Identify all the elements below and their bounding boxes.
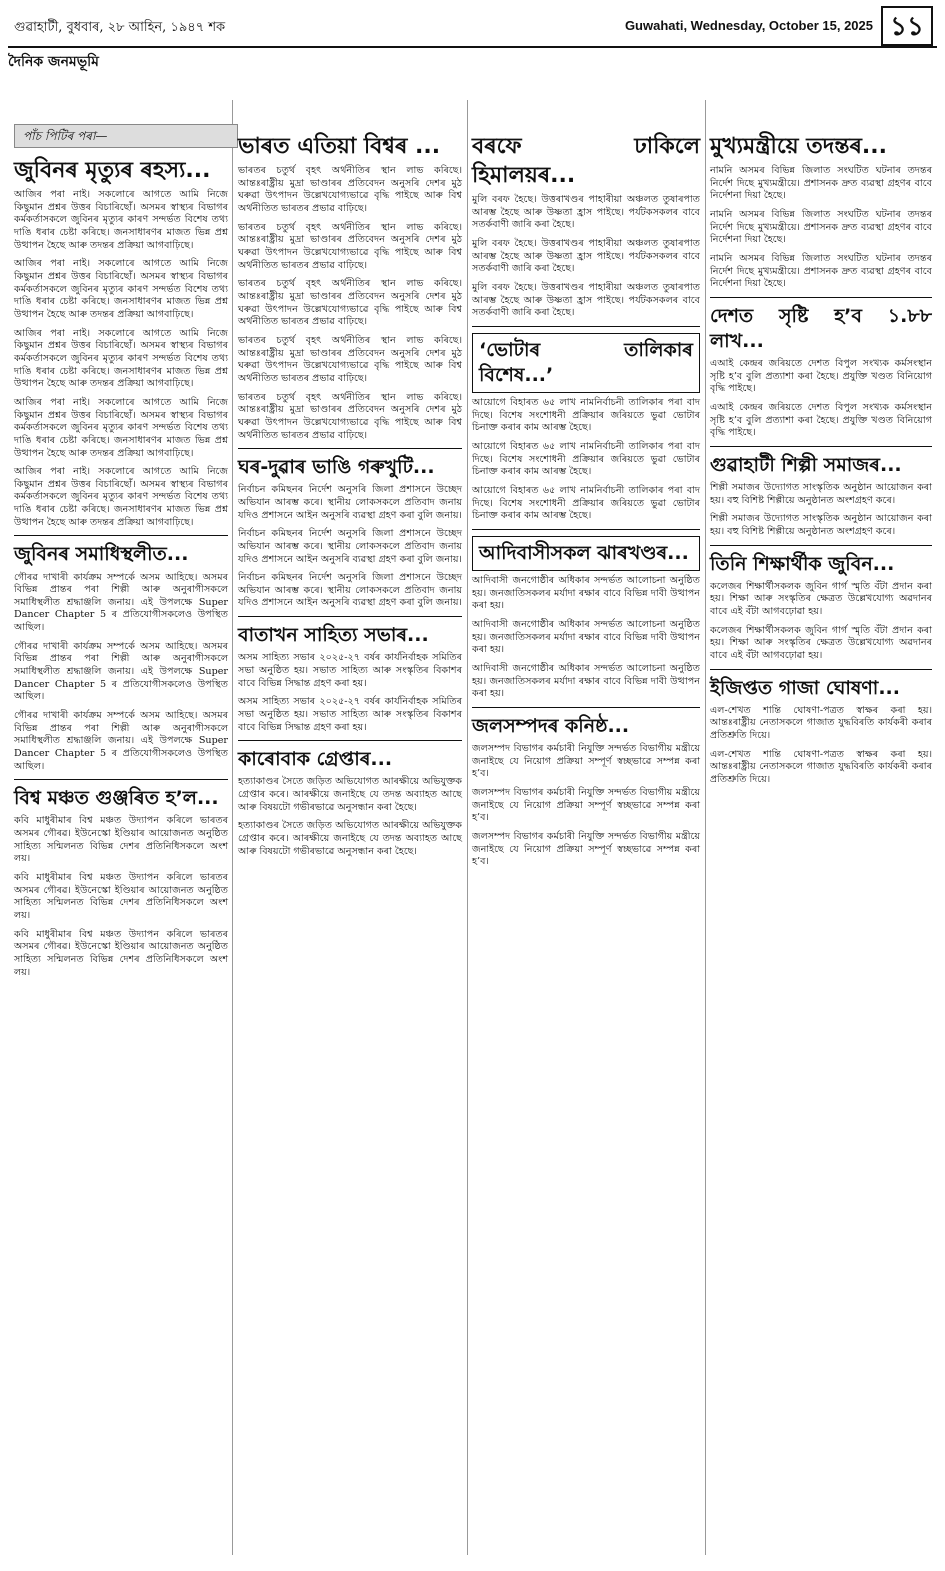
dateline-english: Guwahati, Wednesday, October 15, 2025 — [624, 18, 873, 33]
article-body: আজিৰ পৰা নাই। সকলোৰে আগতে আমি নিজে কিছুমান প্ৰশ্নৰ উত্তৰ বিচাৰিছোঁ। অসমৰ স্বাস্থ্যৰ বিভাগৰ কৰ্মকৰ্তাসকলে জুবিনৰ মৃত্যুৰ কাৰণ সন্দৰ্ভত বিশেষ তথ্য দাঙি ধৰাৰ চেষ্টা কৰিছে। জনসাধাৰণৰ মাজত ভিন্ন প্ৰশ্ন উত্থাপন হৈছে আৰু তদন্তৰ প্ৰক্ৰিয়া আগবাঢ়িছে। — [14, 466, 228, 528]
article-body: ভাৰতৰ চতুৰ্থ বৃহৎ অৰ্থনীতিৰ স্থান লাভ কৰিছে। আন্তঃৰাষ্ট্ৰীয় মুদ্ৰা ভাণ্ডাৰৰ প্ৰতিবেদন অনুসৰি দেশৰ মুঠ ঘৰুৱা উৎপাদন উল্লেখযোগ্যভাৱে বৃদ্ধি পাইছে আৰু বিশ্ব অৰ্থনীতিত ভাৰতৰ প্ৰভাৱ বাঢ়িছে। — [238, 391, 462, 441]
section-label: পাঁচ পিটিৰ পৰা— — [14, 124, 238, 148]
article-body: কবি মাধুৰীমাৰ বিশ্ব মঞ্চত উদ্যাপন কৰিলে ভাৰতৰ অসমৰ গৌৰৱ। ইউনেস্কো ইণ্ডিয়াৰ আয়োজনত অনুষ্ঠিত সাহিত্য সন্মিলনত বিভিন্ন দেশৰ প্ৰতিনিধিসকলে অংশ লয়। — [14, 872, 228, 922]
divider — [710, 669, 932, 670]
article-body: ভাৰতৰ চতুৰ্থ বৃহৎ অৰ্থনীতিৰ স্থান লাভ কৰিছে। আন্তঃৰাষ্ট্ৰীয় মুদ্ৰা ভাণ্ডাৰৰ প্ৰতিবেদন অনুসৰি দেশৰ মুঠ ঘৰুৱা উৎপাদন উল্লেখযোগ্যভাৱে বৃদ্ধি পাইছে আৰু বিশ্ব অৰ্থনীতিত ভাৰতৰ প্ৰভাৱ বাঢ়িছে। — [238, 221, 462, 271]
article-body: কলেজৰ শিক্ষাৰ্থীসকলক জুবিন গাৰ্গ স্মৃতি বঁটা প্ৰদান কৰা হয়। শিক্ষা আৰু সংস্কৃতিৰ ক্ষেত্ৰত উল্লেখযোগ্য অৱদানৰ বাবে এই বঁটা আগবঢ়োৱা হয়। — [710, 580, 932, 618]
article-body: এআই কেন্দ্ৰৰ জৰিয়তে দেশত বিপুল সংখ্যক কৰ্মসংস্থান সৃষ্টি হ’ব বুলি প্ৰত্যাশা কৰা হৈছে। প্ৰযুক্তি খণ্ডত বিনিয়োগ বৃদ্ধি পাইছে। — [710, 358, 932, 395]
column-2 — [238, 126, 462, 864]
headline: ইজিপ্তত গাজা ঘোষণা... — [710, 676, 900, 699]
article-body: আজিৰ পৰা নাই। সকলোৰে আগতে আমি নিজে কিছুমান প্ৰশ্নৰ উত্তৰ বিচাৰিছোঁ। অসমৰ স্বাস্থ্যৰ বিভাগৰ কৰ্মকৰ্তাসকলে জুবিনৰ মৃত্যুৰ কাৰণ সন্দৰ্ভত বিশেষ তথ্য দাঙি ধৰাৰ চেষ্টা কৰিছে। জনসাধাৰণৰ মাজত ভিন্ন প্ৰশ্ন উত্থাপন হৈছে আৰু তদন্তৰ প্ৰক্ৰিয়া আগবাঢ়িছে। — [14, 189, 228, 251]
column-divider — [705, 100, 706, 1555]
article-body: আয়োগে বিহাৰত ৬৫ লাখ নামনিৰ্বাচনী তালিকাৰ পৰা বাদ দিছে। বিশেষ সংশোধনী প্ৰক্ৰিয়াৰ জৰিয়তে ভুৱা ভোটাৰ চিনাক্ত কৰাৰ কাম আৰম্ভ হৈছে। — [472, 485, 700, 522]
article-body: এল-শেখত শান্তি ঘোষণা-পত্ৰত স্বাক্ষৰ কৰা হয়। আন্তঃৰাষ্ট্ৰীয় নেতাসকলে গাজাত যুদ্ধবিৰতি কাৰ্যকৰী কৰাৰ প্ৰতিশ্ৰুতি দিয়ে। — [710, 748, 932, 786]
headline: মুখ্যমন্ত্ৰীয়ে তদন্তৰ... — [710, 134, 887, 159]
article-body: অসম সাহিত্য সভাৰ ২০২৫-২৭ বৰ্ষৰ কাৰ্যনিৰ্বাহক সমিতিৰ সভা অনুষ্ঠিত হয়। সভাত সাহিত্য আৰু সংস্কৃতিৰ বিকাশৰ বাবে বিভিন্ন সিদ্ধান্ত গ্ৰহণ কৰা হয়। — [238, 652, 462, 689]
article-body: এআই কেন্দ্ৰৰ জৰিয়তে দেশত বিপুল সংখ্যক কৰ্মসংস্থান সৃষ্টি হ’ব বুলি প্ৰত্যাশা কৰা হৈছে। প্ৰযুক্তি খণ্ডত বিনিয়োগ বৃদ্ধি পাইছে। — [710, 402, 932, 439]
headline: বৰফে ঢাকিলে হিমালয়ৰ... — [472, 134, 700, 189]
headline: জুবিনৰ সমাধিস্থলীত... — [14, 543, 189, 566]
article-body: মুলি বৰফ হৈছে। উত্তৰাখণ্ডৰ পাহাৰীয়া অঞ্চলত তুষাৰপাত আৰম্ভ হৈছে আৰু উষ্ণতা হ্ৰাস পাইছে। পৰ্যটকসকলৰ বাবে সতৰ্কবাণী জাৰি কৰা হৈছে। — [472, 282, 700, 319]
article-body: এল-শেখত শান্তি ঘোষণা-পত্ৰত স্বাক্ষৰ কৰা হয়। আন্তঃৰাষ্ট্ৰীয় নেতাসকলে গাজাত যুদ্ধবিৰতি কাৰ্যকৰী কৰাৰ প্ৰতিশ্ৰুতি দিয়ে। — [710, 704, 932, 742]
column-divider — [232, 100, 233, 1555]
article-body: নিৰ্বাচন কমিছনৰ নিৰ্দেশ অনুসৰি জিলা প্ৰশাসনে উচ্ছেদ অভিযান আৰম্ভ কৰে। স্থানীয় লোকসকলে প্ৰতিবাদ জনায় যদিও প্ৰশাসনে আইন অনুসৰি ব্যৱস্থা গ্ৰহণ কৰা বুলি জনায়। — [238, 484, 462, 521]
headline: আদিবাসীসকল ঝাৰখণ্ডৰ... — [472, 536, 700, 571]
article-body: কলেজৰ শিক্ষাৰ্থীসকলক জুবিন গাৰ্গ স্মৃতি বঁটা প্ৰদান কৰা হয়। শিক্ষা আৰু সংস্কৃতিৰ ক্ষেত্ৰত উল্লেখযোগ্য অৱদানৰ বাবে এই বঁটা আগবঢ়োৱা হয়। — [710, 624, 932, 662]
article-body: হত্যাকাণ্ডৰ সৈতে জড়িত অভিযোগত আৰক্ষীয়ে অভিযুক্তক গ্ৰেপ্তাৰ কৰে। আৰক্ষীয়ে জনাইছে যে তদন্ত অব্যাহত আছে আৰু বিষয়টো গভীৰভাৱে অনুসন্ধান কৰা হৈছে। — [238, 820, 462, 857]
headline: দেশত সৃষ্টি হ’ব ১.৮৮ লাখ... — [710, 304, 932, 353]
article-body: শিল্পী সমাজৰ উদ্যোগত সাংস্কৃতিক অনুষ্ঠান আয়োজন কৰা হয়। বহু বিশিষ্ট শিল্পীয়ে অনুষ্ঠানত অংশগ্ৰহণ কৰে। — [710, 482, 932, 506]
divider — [472, 707, 700, 708]
headline: ‘ভোটাৰ তালিকাৰ বিশেষ...’ — [472, 333, 700, 393]
article-body: জলসম্পদ বিভাগৰ কৰ্মচাৰী নিযুক্তি সন্দৰ্ভত বিভাগীয় মন্ত্ৰীয়ে জনাইছে যে নিয়োগ প্ৰক্ৰিয়া সম্পূৰ্ণ স্বচ্ছভাৱে সম্পন্ন কৰা হ’ব। — [472, 787, 700, 824]
headline: কাৰোবাক গ্ৰেপ্তাৰ... — [238, 748, 393, 771]
article-body: নিৰ্বাচন কমিছনৰ নিৰ্দেশ অনুসৰি জিলা প্ৰশাসনে উচ্ছেদ অভিযান আৰম্ভ কৰে। স্থানীয় লোকসকলে প্ৰতিবাদ জনায় যদিও প্ৰশাসনে আইন অনুসৰি ব্যৱস্থা গ্ৰহণ কৰা বুলি জনায়। — [238, 528, 462, 565]
dateline-assamese: গুৱাহাটী, বুধবাৰ, ২৮ আহিন, ১৯৪৭ শক — [14, 20, 226, 35]
article-body: অসম সাহিত্য সভাৰ ২০২৫-২৭ বৰ্ষৰ কাৰ্যনিৰ্বাহক সমিতিৰ সভা অনুষ্ঠিত হয়। সভাত সাহিত্য আৰু সংস্কৃতিৰ বিকাশৰ বাবে বিভিন্ন সিদ্ধান্ত গ্ৰহণ কৰা হয়। — [238, 696, 462, 733]
divider — [238, 740, 462, 741]
headline: বাতাখন সাহিত্য সভাৰ... — [238, 624, 429, 647]
divider — [472, 529, 700, 530]
article-body: আজিৰ পৰা নাই। সকলোৰে আগতে আমি নিজে কিছুমান প্ৰশ্নৰ উত্তৰ বিচাৰিছোঁ। অসমৰ স্বাস্থ্যৰ বিভাগৰ কৰ্মকৰ্তাসকলে জুবিনৰ মৃত্যুৰ কাৰণ সন্দৰ্ভত বিশেষ তথ্য দাঙি ধৰাৰ চেষ্টা কৰিছে। জনসাধাৰণৰ মাজত ভিন্ন প্ৰশ্ন উত্থাপন হৈছে আৰু তদন্তৰ প্ৰক্ৰিয়া আগবাঢ়িছে। — [14, 258, 228, 320]
headline: ঘৰ-দুৱাৰ ভাঙি গৰুখুটি... — [238, 456, 435, 479]
divider — [14, 779, 228, 780]
article-body: আদিবাসী জনগোষ্ঠীৰ অধিকাৰ সন্দৰ্ভত আলোচনা অনুষ্ঠিত হয়। জনজাতিসকলৰ মৰ্যাদা ৰক্ষাৰ বাবে বিভিন্ন দাবী উত্থাপন কৰা হয়। — [472, 663, 700, 700]
article-body: আজিৰ পৰা নাই। সকলোৰে আগতে আমি নিজে কিছুমান প্ৰশ্নৰ উত্তৰ বিচাৰিছোঁ। অসমৰ স্বাস্থ্যৰ বিভাগৰ কৰ্মকৰ্তাসকলে জুবিনৰ মৃত্যুৰ কাৰণ সন্দৰ্ভত বিশেষ তথ্য দাঙি ধৰাৰ চেষ্টা কৰিছে। জনসাধাৰণৰ মাজত ভিন্ন প্ৰশ্ন উত্থাপন হৈছে আৰু তদন্তৰ প্ৰক্ৰিয়া আগবাঢ়িছে। — [14, 327, 228, 390]
divider — [710, 297, 932, 298]
headline: জুবিনৰ মৃত্যুৰ ৰহস্য... — [14, 158, 211, 183]
divider — [14, 535, 228, 536]
headline: গুৱাহাটী শিল্পী সমাজৰ... — [710, 454, 902, 477]
article-body: শিল্পী সমাজৰ উদ্যোগত সাংস্কৃতিক অনুষ্ঠান আয়োজন কৰা হয়। বহু বিশিষ্ট শিল্পীয়ে অনুষ্ঠানত অংশগ্ৰহণ কৰে। — [710, 513, 932, 538]
brand-name: দৈনিক জনমভূমি — [8, 54, 99, 70]
article-body: মুলি বৰফ হৈছে। উত্তৰাখণ্ডৰ পাহাৰীয়া অঞ্চলত তুষাৰপাত আৰম্ভ হৈছে আৰু উষ্ণতা হ্ৰাস পাইছে। পৰ্যটকসকলৰ বাবে সতৰ্কবাণী জাৰি কৰা হৈছে। — [472, 238, 700, 275]
article-body: নামনি অসমৰ বিভিন্ন জিলাত সংঘটিত ঘটনাৰ তদন্তৰ নিৰ্দেশ দিছে মুখ্যমন্ত্ৰীয়ে। প্ৰশাসনক দ্ৰুত ব্যৱস্থা গ্ৰহণৰ বাবে নিৰ্দেশনা দিয়া হৈছে। — [710, 209, 932, 246]
headline: জলসম্পদৰ কনিষ্ঠ... — [472, 715, 630, 738]
article-body: নামনি অসমৰ বিভিন্ন জিলাত সংঘটিত ঘটনাৰ তদন্তৰ নিৰ্দেশ দিছে মুখ্যমন্ত্ৰীয়ে। প্ৰশাসনক দ্ৰুত ব্যৱস্থা গ্ৰহণৰ বাবে নিৰ্দেশনা দিয়া হৈছে। — [710, 252, 932, 290]
divider — [472, 326, 700, 327]
headline: বিশ্ব মঞ্চত গুঞ্জৰিত হ’ল... — [14, 787, 219, 810]
divider — [238, 616, 462, 617]
article-body: আদিবাসী জনগোষ্ঠীৰ অধিকাৰ সন্দৰ্ভত আলোচনা অনুষ্ঠিত হয়। জনজাতিসকলৰ মৰ্যাদা ৰক্ষাৰ বাবে বিভিন্ন দাবী উত্থাপন কৰা হয়। — [472, 619, 700, 656]
article-body: আয়োগে বিহাৰত ৬৫ লাখ নামনিৰ্বাচনী তালিকাৰ পৰা বাদ দিছে। বিশেষ সংশোধনী প্ৰক্ৰিয়াৰ জৰিয়তে ভুৱা ভোটাৰ চিনাক্ত কৰাৰ কাম আৰম্ভ হৈছে। — [472, 397, 700, 434]
headline: ভাৰত এতিয়া বিশ্বৰ ... — [238, 134, 441, 159]
column-1 — [14, 150, 228, 985]
divider — [238, 448, 462, 449]
article-body: গৌৰৱ দাখাৰী কাৰ্যক্ৰম সম্পৰ্কে অসম আহিছে। অসমৰ বিভিন্ন প্ৰান্তৰ পৰা শিল্পী আৰু অনুৰাগীসকলে সমাধিস্থলীত শ্ৰদ্ধাঞ্জলি জনায়। এই উপলক্ষে Super Dancer Chapter 5 ৰ প্ৰতিযোগীসকলেও উপস্থিত আছিল। — [14, 571, 228, 634]
article-body: আয়োগে বিহাৰত ৬৫ লাখ নামনিৰ্বাচনী তালিকাৰ পৰা বাদ দিছে। বিশেষ সংশোধনী প্ৰক্ৰিয়াৰ জৰিয়তে ভুৱা ভোটাৰ চিনাক্ত কৰাৰ কাম আৰম্ভ হৈছে। — [472, 441, 700, 478]
article-body: কবি মাধুৰীমাৰ বিশ্ব মঞ্চত উদ্যাপন কৰিলে ভাৰতৰ অসমৰ গৌৰৱ। ইউনেস্কো ইণ্ডিয়াৰ আয়োজনত অনুষ্ঠিত সাহিত্য সন্মিলনত বিভিন্ন দেশৰ প্ৰতিনিধিসকলে অংশ লয়। — [14, 815, 228, 865]
article-body: গৌৰৱ দাখাৰী কাৰ্যক্ৰম সম্পৰ্কে অসম আহিছে। অসমৰ বিভিন্ন প্ৰান্তৰ পৰা শিল্পী আৰু অনুৰাগীসকলে সমাধিস্থলীত শ্ৰদ্ধাঞ্জলি জনায়। এই উপলক্ষে Super Dancer Chapter 5 ৰ প্ৰতিযোগীসকলেও উপস্থিত আছিল। — [14, 640, 228, 703]
column-4 — [710, 126, 932, 793]
article-body: গৌৰৱ দাখাৰী কাৰ্যক্ৰম সম্পৰ্কে অসম আহিছে। অসমৰ বিভিন্ন প্ৰান্তৰ পৰা শিল্পী আৰু অনুৰাগীসকলে সমাধিস্থলীত শ্ৰদ্ধাঞ্জলি জনায়। এই উপলক্ষে Super Dancer Chapter 5 ৰ প্ৰতিযোগীসকলেও উপস্থিত আছিল। — [14, 710, 228, 772]
article-body: নিৰ্বাচন কমিছনৰ নিৰ্দেশ অনুসৰি জিলা প্ৰশাসনে উচ্ছেদ অভিযান আৰম্ভ কৰে। স্থানীয় লোকসকলে প্ৰতিবাদ জনায় যদিও প্ৰশাসনে আইন অনুসৰি ব্যৱস্থা গ্ৰহণ কৰা বুলি জনায়। — [238, 572, 462, 609]
article-body: মুলি বৰফ হৈছে। উত্তৰাখণ্ডৰ পাহাৰীয়া অঞ্চলত তুষাৰপাত আৰম্ভ হৈছে আৰু উষ্ণতা হ্ৰাস পাইছে। পৰ্যটকসকলৰ বাবে সতৰ্কবাণী জাৰি কৰা হৈছে। — [472, 194, 700, 231]
column-3 — [472, 126, 700, 875]
article-body: হত্যাকাণ্ডৰ সৈতে জড়িত অভিযোগত আৰক্ষীয়ে অভিযুক্তক গ্ৰেপ্তাৰ কৰে। আৰক্ষীয়ে জনাইছে যে তদন্ত অব্যাহত আছে আৰু বিষয়টো গভীৰভাৱে অনুসন্ধান কৰা হৈছে। — [238, 776, 462, 813]
article-body: ভাৰতৰ চতুৰ্থ বৃহৎ অৰ্থনীতিৰ স্থান লাভ কৰিছে। আন্তঃৰাষ্ট্ৰীয় মুদ্ৰা ভাণ্ডাৰৰ প্ৰতিবেদন অনুসৰি দেশৰ মুঠ ঘৰুৱা উৎপাদন উল্লেখযোগ্যভাৱে বৃদ্ধি পাইছে আৰু বিশ্ব অৰ্থনীতিত ভাৰতৰ প্ৰভাৱ বাঢ়িছে। — [238, 334, 462, 384]
article-body: আজিৰ পৰা নাই। সকলোৰে আগতে আমি নিজে কিছুমান প্ৰশ্নৰ উত্তৰ বিচাৰিছোঁ। অসমৰ স্বাস্থ্যৰ বিভাগৰ কৰ্মকৰ্তাসকলে জুবিনৰ মৃত্যুৰ কাৰণ সন্দৰ্ভত বিশেষ তথ্য দাঙি ধৰাৰ চেষ্টা কৰিছে। জনসাধাৰণৰ মাজত ভিন্ন প্ৰশ্ন উত্থাপন হৈছে আৰু তদন্তৰ প্ৰক্ৰিয়া আগবাঢ়িছে। — [14, 396, 228, 459]
column-divider — [467, 100, 468, 1555]
article-body: জলসম্পদ বিভাগৰ কৰ্মচাৰী নিযুক্তি সন্দৰ্ভত বিভাগীয় মন্ত্ৰীয়ে জনাইছে যে নিয়োগ প্ৰক্ৰিয়া সম্পূৰ্ণ স্বচ্ছভাৱে সম্পন্ন কৰা হ’ব। — [472, 831, 700, 868]
divider — [710, 545, 932, 546]
article-body: কবি মাধুৰীমাৰ বিশ্ব মঞ্চত উদ্যাপন কৰিলে ভাৰতৰ অসমৰ গৌৰৱ। ইউনেস্কো ইণ্ডিয়াৰ আয়োজনত অনুষ্ঠিত সাহিত্য সন্মিলনত বিভিন্ন দেশৰ প্ৰতিনিধিসকলে অংশ লয়। — [14, 928, 228, 978]
divider — [710, 446, 932, 447]
article-body: ভাৰতৰ চতুৰ্থ বৃহৎ অৰ্থনীতিৰ স্থান লাভ কৰিছে। আন্তঃৰাষ্ট্ৰীয় মুদ্ৰা ভাণ্ডাৰৰ প্ৰতিবেদন অনুসৰি দেশৰ মুঠ ঘৰুৱা উৎপাদন উল্লেখযোগ্যভাৱে বৃদ্ধি পাইছে আৰু বিশ্ব অৰ্থনীতিত ভাৰতৰ প্ৰভাৱ বাঢ়িছে। — [238, 278, 462, 328]
article-body: আদিবাসী জনগোষ্ঠীৰ অধিকাৰ সন্দৰ্ভত আলোচনা অনুষ্ঠিত হয়। জনজাতিসকলৰ মৰ্যাদা ৰক্ষাৰ বাবে বিভিন্ন দাবী উত্থাপন কৰা হয়। — [472, 575, 700, 612]
article-body: জলসম্পদ বিভাগৰ কৰ্মচাৰী নিযুক্তি সন্দৰ্ভত বিভাগীয় মন্ত্ৰীয়ে জনাইছে যে নিয়োগ প্ৰক্ৰিয়া সম্পূৰ্ণ স্বচ্ছভাৱে সম্পন্ন কৰা হ’ব। — [472, 743, 700, 780]
article-body: ভাৰতৰ চতুৰ্থ বৃহৎ অৰ্থনীতিৰ স্থান লাভ কৰিছে। আন্তঃৰাষ্ট্ৰীয় মুদ্ৰা ভাণ্ডাৰৰ প্ৰতিবেদন অনুসৰি দেশৰ মুঠ ঘৰুৱা উৎপাদন উল্লেখযোগ্যভাৱে বৃদ্ধি পাইছে আৰু বিশ্ব অৰ্থনীতিত ভাৰতৰ প্ৰভাৱ বাঢ়িছে। — [238, 165, 462, 214]
article-body: নামনি অসমৰ বিভিন্ন জিলাত সংঘটিত ঘটনাৰ তদন্তৰ নিৰ্দেশ দিছে মুখ্যমন্ত্ৰীয়ে। প্ৰশাসনক দ্ৰুত ব্যৱস্থা গ্ৰহণৰ বাবে নিৰ্দেশনা দিয়া হৈছে। — [710, 165, 932, 202]
masthead — [8, 6, 937, 48]
page-number: ১১ — [881, 6, 933, 46]
headline: তিনি শিক্ষাৰ্থীক জুবিন... — [710, 552, 895, 575]
